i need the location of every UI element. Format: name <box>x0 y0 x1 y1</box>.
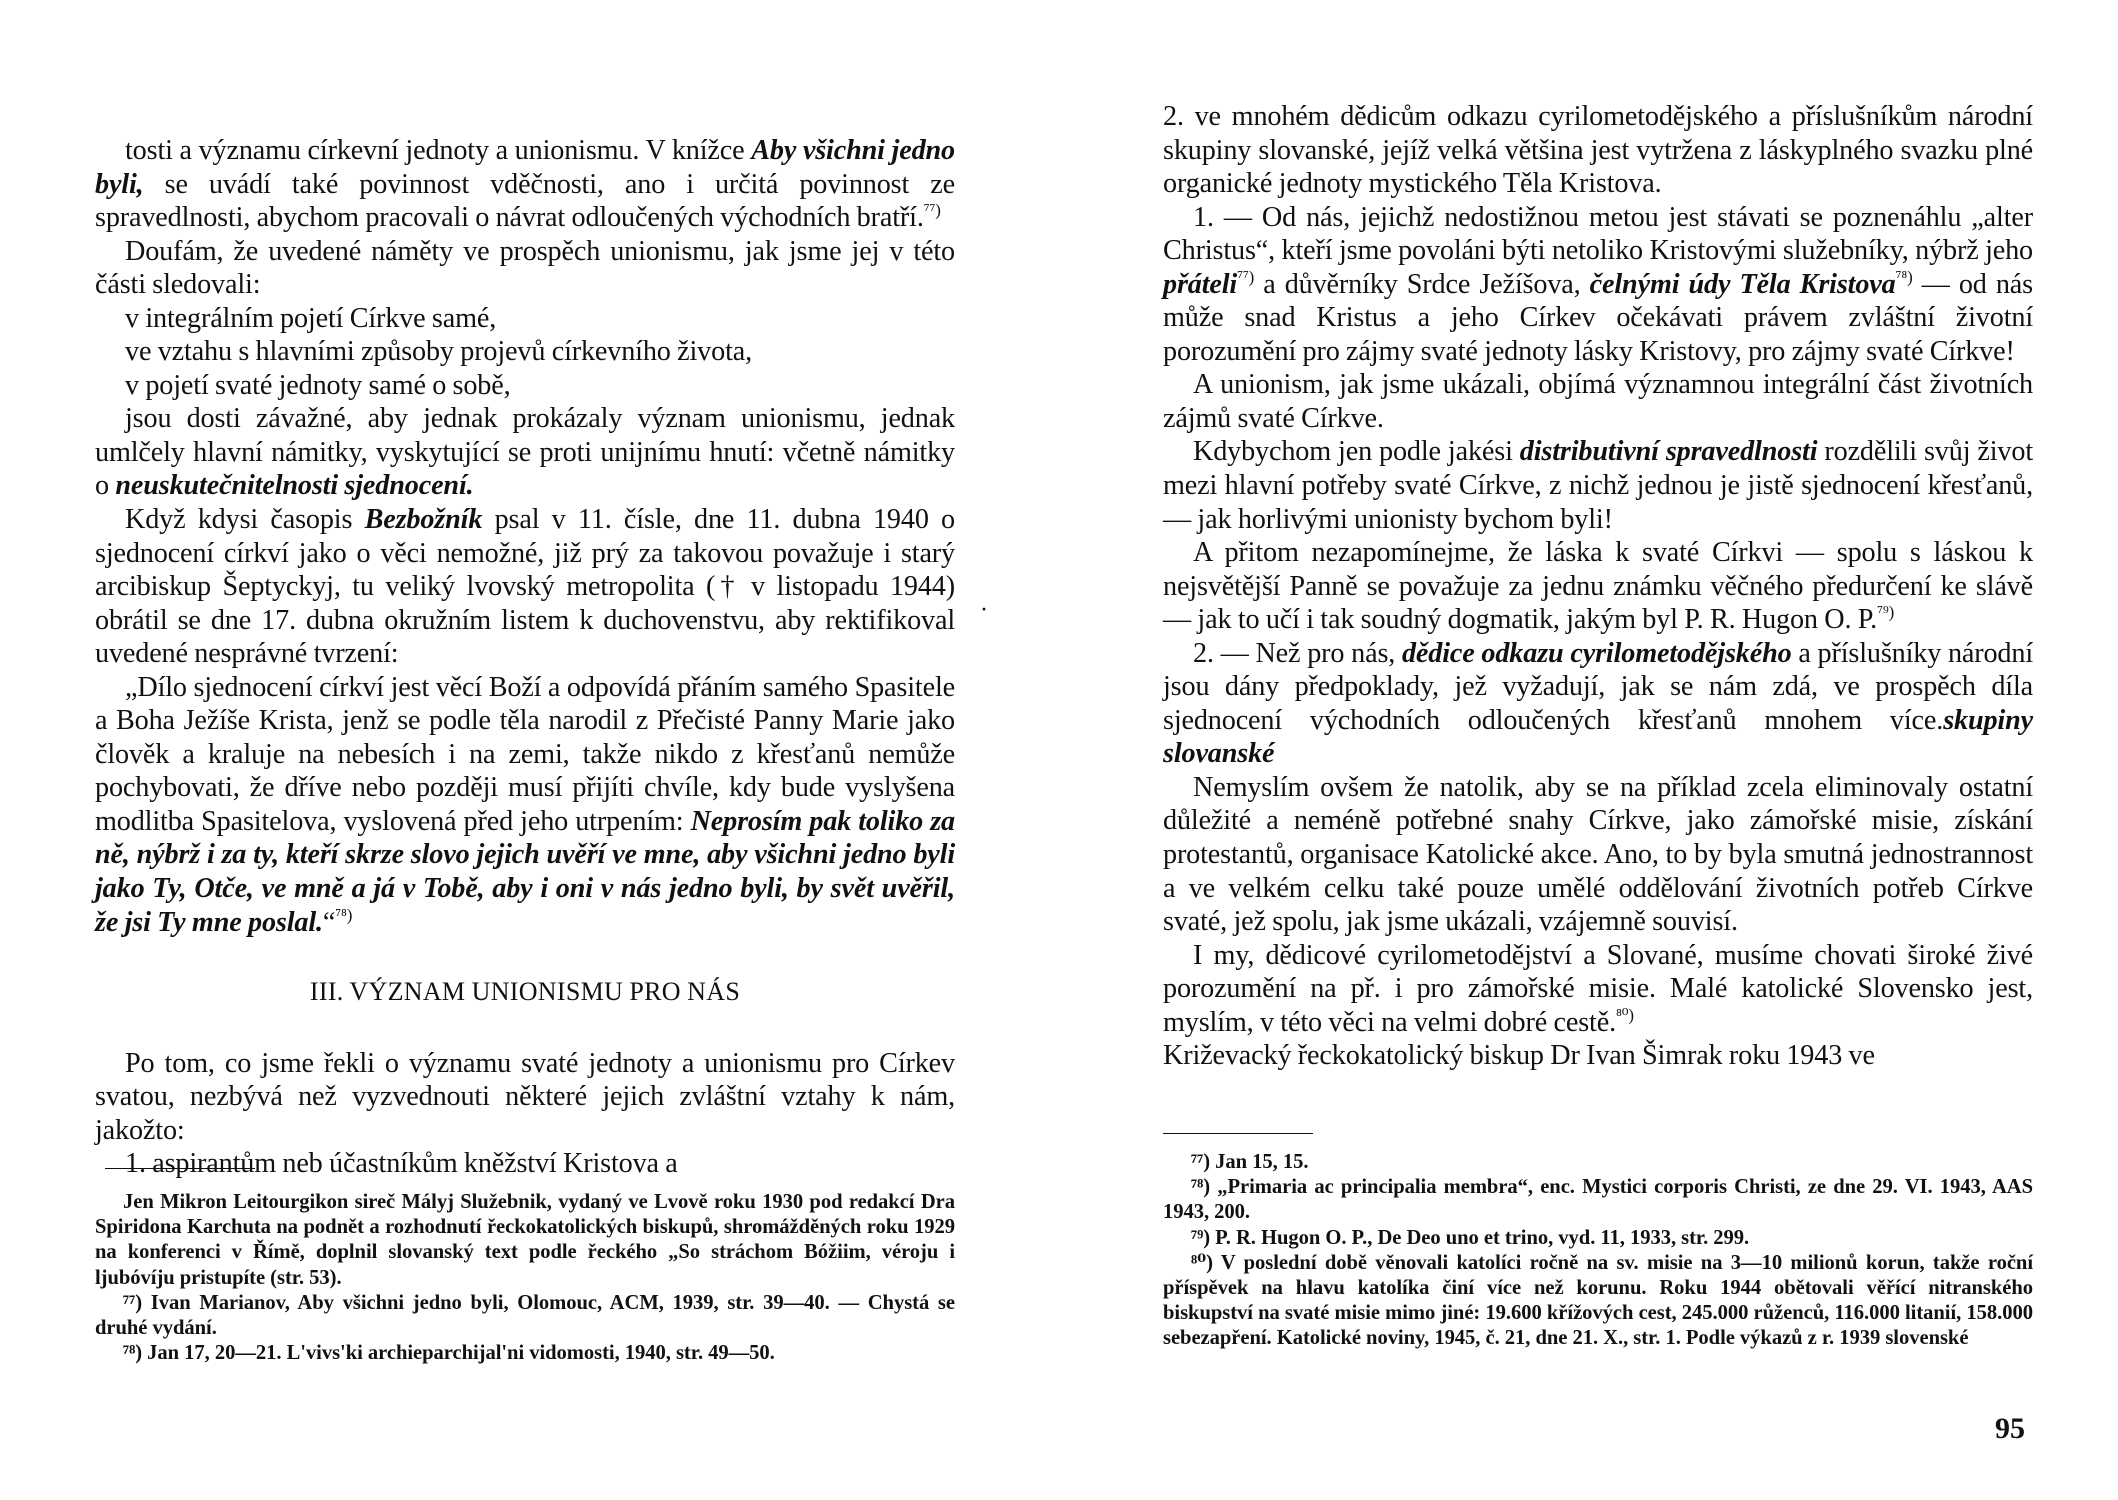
emphasis: Bezbožník <box>364 504 483 536</box>
footnote: ⁸⁰) V poslední době věnovali katolíci ročně na sv. misie na 3—10 milionů korun, takže roční příspěvek na hlavu katolíka činí více než korunu. Roku 1944 obětovali věřící nitranského biskupství na svaté misie mimo jiné: 19.600 křížových cest, 245.000 růženců, 116.000 litanií, 158.000 sebezapření. Katolické noviny, 1945, č. 21, dne 21. X., str. 1. Podle výkazů z r. 1939 slovenské <box>1163 1251 2033 1350</box>
page-number: 95 <box>1995 1412 2025 1445</box>
footnote: ⁷⁸) „Primaria ac principalia membra“, enc. Mystici corporis Christi, ze dne 29. VI. 1943, AAS 1943, 200. <box>1163 1176 2033 1224</box>
paragraph: A přitom nezapomínejme, že láska k svaté Církvi — spolu s láskou k nejsvětější Panně se považuje za jednu známku věčného předurčení ke slávě — jak to učí i tak soudný dogmatik, jakým byl P. R. Hugon O. P.$^{^{79})}$ <box>1163 537 2033 636</box>
footnote: Jen Mikron Leitourgikon sireč Mályj Služebnik, vydaný ve Lvově roku 1930 pod redakcí Dra Spiridona Karchuta na podnět a rozhodnutí řeckokatolických biskupů, shromážděných roku 1929 na konferenci v Římě, doplnil slovanský text podle řeckého „So stráchom Bóžiim, véroju i ljubóvíju pristupíte (str. 53). <box>95 1191 955 1289</box>
left-page <box>95 0 955 1365</box>
emphasis: neuskutečnitelnosti sjednocení. <box>115 470 474 502</box>
footnote-ref: ⁷⁷) <box>1237 267 1255 287</box>
section-heading: III. VÝZNAM UNIONISMU PRO NÁS <box>309 977 741 1007</box>
paragraph: 2. ve mnohém dědicům odkazu cyrilometodějského a příslušníkům národní skupiny slovanské, jejíž velká většina jest vytržena z láskyplného svazku plné organické jednoty mystického Těla Kristova. <box>1163 101 2033 200</box>
paragraph: Križevacký řeckokatolický biskup Dr Ivan Šimrak roku 1943 ve <box>1163 1040 1875 1072</box>
footnote: ⁷⁷) Jan 15, 15. <box>1191 1151 1309 1173</box>
footnote: ⁷⁹) P. R. Hugon O. P., De Deo uno et trino, vyd. 11, 1933, str. 299. <box>1191 1226 1750 1249</box>
paragraph: tosti a významu církevní jednoty a unionismu. V knížce Aby všichni jedno byli, se uvádí také povinnost vděčnosti, ano i určitá povinnost ze spravedlnosti, abychom pracovali o návrat odloučených východních bratří.$^{^{77})}$ <box>95 135 955 234</box>
paragraph: I my, dědicové cyrilometodějství a Slované, musíme chovati široké živé porozumění na př. i pro zámořské misie. Malé katolické Slovensko jest, myslím, v této věci na velmi dobré cestě.$^{^{80})}$ <box>1163 939 2033 1038</box>
footnote: ⁷⁸) Jan 17, 20—21. L'vivs'ki archieparchijal'ni vidomosti, 1940, str. 49—50. <box>123 1342 775 1365</box>
paragraph: A unionism, jak jsme ukázali, objímá významnou integrální část životních zájmů svaté Církve. <box>1163 369 2033 434</box>
footnote-ref: ⁷⁸) <box>335 905 353 925</box>
emphasis: Aby všichni jedno byli, <box>95 135 955 200</box>
paragraph: Když kdysi časopis Bezbožník psal v 11. čísle, dne 11. dubna 1940 o sjednocení církví jako o věci nemožné, již prý za takovou považuje i starý arcibiskup Šeptyckyj, tu veliký lvovský metropolita († v listopadu 1944) obrátil se dne 17. dubna okružním listem k duchovenstvu, aby rektifikoval uvedené nesprávné tvrzení: <box>95 504 955 670</box>
emphasis: skupiny slovanské <box>1163 704 2033 770</box>
paragraph: v pojetí svaté jednoty samé o sobě, <box>125 369 511 401</box>
emphasis: distributivní spravedlnosti <box>1519 436 1818 468</box>
footnote-rule <box>105 1168 255 1169</box>
paragraph: Nemyslím ovšem že natolik, aby se na příklad zcela eliminovaly ostatní důležité a neméně potřebné snahy Církve, jako zámořské misie, získání protestantů, organisace Katolické akce. Ano, to by byla smutná jednostrannost a ve velkém celku také pouze umělé oddělování životních potřeb Církve svaté, jež spolu, jak jsme ukázali, vzájemně souvisí. <box>1163 771 2033 938</box>
paragraph: Doufám, že uvedené náměty ve prospěch unionismu, jak jsme jej v této části sledovali: <box>95 235 955 301</box>
left-footnotes <box>95 1190 955 1366</box>
emphasis: Neprosím pak toliko za ně, nýbrž i za ty, kteří skrze slovo jejich uvěří ve mne, aby všichni jedno byli jako Ty, Otče, ve mně a já v Tobě, aby i oni v nás jedno byli, by svět uvěřil, že jsi Ty mne poslal. <box>95 805 955 938</box>
right-body-text <box>1163 100 2033 1073</box>
paragraph: 1. aspirantům neb účastníkům kněžství Kristova a <box>125 1148 678 1180</box>
paragraph: v integrálním pojetí Církve samé, <box>125 302 497 334</box>
paragraph: 2. — Než pro nás, dědice odkazu cyrilometodějského a příslušníky národní jsou dány předpoklady, jež vyžadují, jak se nám zdá, ve prospěch díla sjednocení východních odloučených křesťanů mnohem více.skupiny slovanské <box>1163 637 2034 770</box>
right-page <box>1163 0 2034 1350</box>
left-body-text <box>95 134 955 1181</box>
footnote-ref: ⁸⁰) <box>1615 1005 1634 1025</box>
footnote: ⁷⁷) Ivan Marianov, Aby všichni jedno byli, Olomouc, ACM, 1939, str. 39—40. — Chystá se druhé vydání. <box>95 1291 955 1340</box>
paragraph: ve vztahu s hlavními způsoby projevů církevního života, <box>125 336 753 368</box>
emphasis: přáteli <box>1163 268 1238 300</box>
paragraph: 1. — Od nás, jejichž nedostižnou metou jest stávati se poznenáhlu „alter Christus“, kteří jsme povoláni býti netoliko Kristovými služebníky, nýbrž jeho přáteli$^{^{77})}$ a důvěrníky Srdce Ježíšova, čelnými údy Těla Kristova$^{^{78})}$ — od nás může snad Kristus a jeho Církev očekávati právem zvláštní životní porozumění pro zájmy svaté jednoty lásky Kristovy, pro zájmy svaté Církve! <box>1163 201 2033 367</box>
footnote-ref: ⁷⁸) <box>1895 267 1913 287</box>
footnote-ref: ⁷⁹) <box>1877 602 1895 622</box>
footnote-ref: ⁷⁷) <box>923 200 941 220</box>
emphasis: čelnými údy Těla Kristova <box>1589 268 1896 300</box>
footnote-rule <box>1163 1133 1313 1134</box>
margin-mark: · <box>980 597 988 623</box>
paragraph: Kdybychom jen podle jakési distributivní spravedlnosti rozdělili svůj život mezi hlavní potřeby svaté Církve, z nichž jednou je jistě sjednocení křesťanů, — jak horlivými unionisty bychom byli! <box>1163 436 2034 535</box>
paragraph: jsou dosti závažné, aby jednak prokázaly význam unionismu, jednak umlčely hlavní námitky, vyskytující se proti unijnímu hnutí: včetně námitky o neuskutečnitelnosti sjednocení. <box>95 403 955 502</box>
right-footnotes <box>1163 1150 2033 1352</box>
paragraph: „Dílo sjednocení církví jest věcí Boží a odpovídá přáním samého Spasitele a Boha Ježíše Krista, jenž se podle těla narodil z Přečisté Panny Marie jako člověk a kraluje na nebesích i na zemi, takže nikdo z křesťanů nemůže pochybovati, že dříve nebo později musí přijíti chvíle, kdy bude vyslyšena modlitba Spasitelova, vyslovená před jeho utrpením: Neprosím pak toliko za ně, nýbrž i za ty, kteří skrze slovo jejich uvěří ve mne, aby všichni jedno byli jako Ty, Otče, ve mně a já v Tobě, aby i oni v nás jedno byli, by svět uvěřil, že jsi Ty mne poslal.“$^{^{78})}$ <box>95 671 955 938</box>
paragraph: Po tom, co jsme řekli o významu svaté jednoty a unionismu pro Církev svatou, nezbývá než vyzvednouti některé jejich zvláštní vztahy k nám, jakožto: <box>95 1047 955 1146</box>
emphasis: dědice odkazu cyrilometodějského <box>1401 637 1792 669</box>
